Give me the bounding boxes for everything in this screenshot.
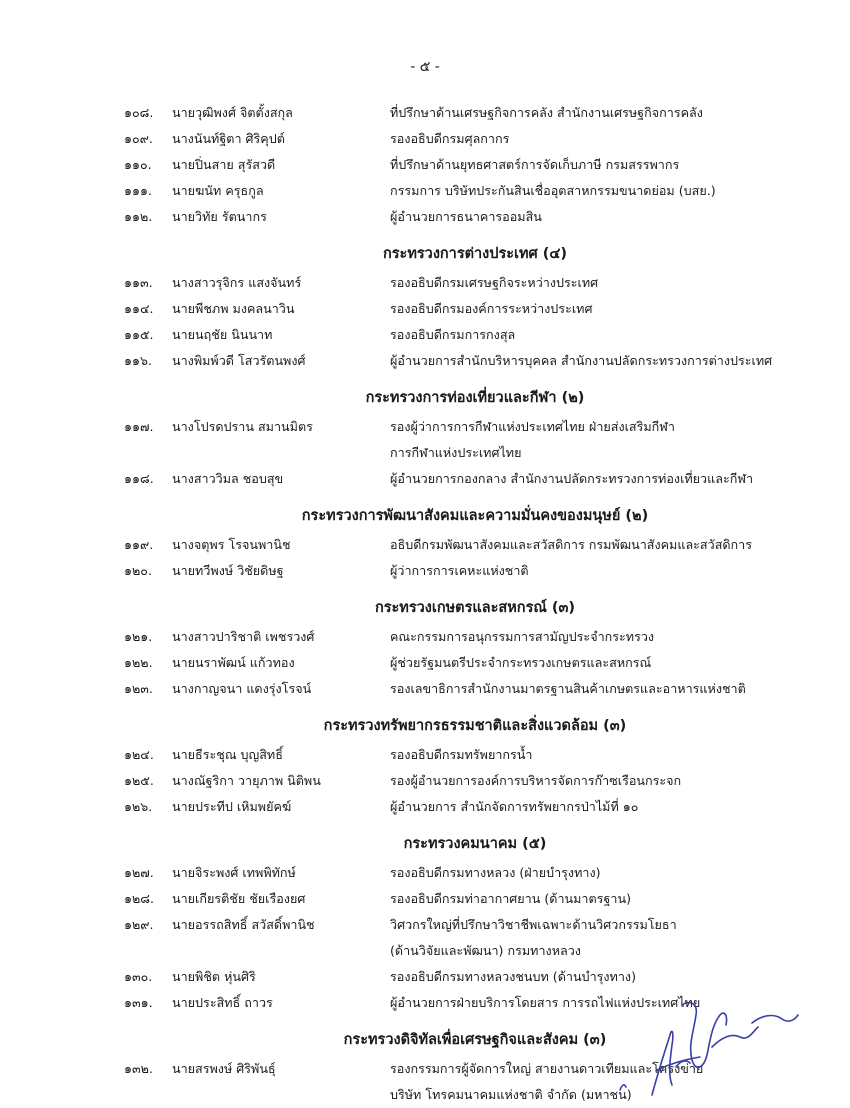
handwritten-signature [612,975,802,1100]
item-number: ๑๑๒. [124,209,153,224]
item-number: ๑๒๗. [124,865,154,880]
appointee-row [0,676,850,702]
appointee-position: รองผู้ว่าการการกีฬาแห่งประเทศไทย ฝ่ายส่งเสริมกีฬา [390,419,675,434]
appointee-name: นางโปรดปราน สมานมิตร [172,419,313,434]
appointee-position: ผู้อำนวยการกองกลาง สำนักงานปลัดกระทรวงการท่องเที่ยวและกีฬา [390,471,754,486]
appointee-position: รองอธิบดีกรมทรัพยากรน้ำ [390,747,533,762]
appointee-row [0,886,850,912]
appointee-position: ที่ปรึกษาด้านยุทธศาสตร์การจัดเก็บภาษี กรมสรรพากร [390,157,680,172]
item-number: ๑๑๖. [124,353,152,368]
appointee-name: นายสรพงษ์ ศิริพันธุ์ [172,1061,276,1076]
appointee-name: นายนราพัฒน์ แก้วทอง [172,655,295,670]
appointee-name: นายอรรถสิทธิ์ สวัสดิ์พานิช [172,917,315,932]
appointee-position: รองผู้อำนวยการองค์การบริหารจัดการก๊าซเรือนกระจก [390,773,682,788]
appointee-name: นายนฤชัย นินนาท [172,327,273,342]
item-number: ๑๒๒. [124,655,153,670]
appointee-name: นายประสิทธิ์ ถาวร [172,995,273,1010]
section-heading: กระทรวงทรัพยากรธรรมชาติและสิ่งแวดล้อม (๓) [323,718,627,734]
appointee-name: นางณัฐริกา วายุภาพ นิติพน [172,773,321,788]
appointee-row [0,794,850,820]
appointee-row [0,270,850,296]
item-number: ๑๒๙. [124,917,154,932]
page-number: - ๕ - [410,59,440,75]
appointee-position: รองอธิบดีกรมเศรษฐกิจระหว่างประเทศ [390,275,599,290]
appointment-list [0,100,850,1108]
appointee-position: คณะกรรมการอนุกรรมการสามัญประจำกระทรวง [390,629,655,644]
appointee-name: นายพีชภพ มงคลนาวิน [172,301,295,316]
appointee-position: รองอธิบดีกรมศุลกากร [390,131,510,146]
appointee-name: นายฆนัท ครุธกูล [172,183,264,198]
appointee-row [0,742,850,768]
appointee-row [0,768,850,794]
appointee-row-continuation [0,938,850,964]
appointee-row [0,624,850,650]
appointee-name: นางสาววิมล ชอบสุข [172,471,284,486]
item-number: ๑๒๓. [124,681,153,696]
appointee-name: นายพิชิต หุ่นศิริ [172,969,256,984]
appointee-row [0,532,850,558]
appointee-position: การกีฬาแห่งประเทศไทย [390,445,522,460]
appointee-name: นายทวีพงษ์ วิชัยดิษฐ [172,563,284,578]
appointee-name: นายจิระพงศ์ เทพพิทักษ์ [172,865,296,880]
section-heading: กระทรวงการพัฒนาสังคมและความมั่นคงของมนุษย์ (๒) [301,508,649,524]
item-number: ๑๐๘. [124,105,154,120]
appointee-position: (ด้านวิจัยและพัฒนา) กรมทางหลวง [390,943,581,958]
appointee-position: รองกรรมการผู้จัดการใหญ่ สายงานดาวเทียมและโครงข่าย [390,1061,704,1076]
appointee-position: ผู้ว่าการการเคหะแห่งชาติ [390,563,529,578]
item-number: ๑๑๕. [124,327,154,342]
appointee-row [0,466,850,492]
appointee-position: ผู้อำนวยการธนาคารออมสิน [390,209,542,224]
item-number: ๑๒๔. [124,747,154,762]
appointee-row [0,860,850,886]
item-number: ๑๑๑. [124,183,152,198]
appointee-position: กรรมการ บริษัทประกันสินเชื่ออุตสาหกรรมขนาดย่อม (บสย.) [390,183,716,198]
item-number: ๑๒๕. [124,773,154,788]
appointee-row [0,558,850,584]
item-number: ๑๑๗. [124,419,154,434]
appointee-row [0,100,850,126]
appointee-name: นายวิทัย รัตนากร [172,209,267,224]
appointee-row [0,178,850,204]
appointee-position: รองอธิบดีกรมการกงสุล [390,327,516,342]
item-number: ๑๒๖. [124,799,153,814]
item-number: ๑๓๒. [124,1061,153,1076]
appointee-row [0,322,850,348]
item-number: ๑๓๑. [124,995,153,1010]
appointee-position: วิศวกรใหญ่ที่ปรึกษาวิชาชีพเฉพาะด้านวิศวกรรมโยธา [390,917,677,932]
section-heading: กระทรวงการต่างประเทศ (๔) [382,246,568,262]
appointee-row [0,204,850,230]
appointee-name: นายธีระชุณ บุญสิทธิ์ [172,747,283,762]
appointee-position: รองอธิบดีกรมทางหลวงชนบท (ด้านบำรุงทาง) [390,969,636,984]
item-number: ๑๓๐. [124,969,153,984]
item-number: ๑๒๐. [124,563,152,578]
appointee-name: นายประทีป เหิมพยัคฆ์ [172,799,292,814]
item-number: ๑๒๑. [124,629,153,644]
section-heading: กระทรวงคมนาคม (๕) [403,836,547,852]
appointee-row [0,650,850,676]
appointee-position: ผู้อำนวยการฝ่ายบริการโดยสาร การรถไฟแห่งประเทศไทย [390,995,701,1010]
item-number: ๑๑๐. [124,157,152,172]
appointee-position: ผู้อำนวยการสำนักบริหารบุคคล สำนักงานปลัดกระทรวงการต่างประเทศ [390,353,773,368]
appointee-position: รองอธิบดีกรมทางหลวง (ฝ่ายบำรุงทาง) [390,865,601,880]
appointee-name: นายวุฒิพงศ์ จิตตั้งสกุล [172,105,293,120]
item-number: ๑๑๙. [124,537,154,552]
section-heading: กระทรวงการท่องเที่ยวและกีฬา (๒) [365,390,585,406]
appointee-position: อธิบดีกรมพัฒนาสังคมและสวัสดิการ กรมพัฒนาสังคมและสวัสดิการ [390,537,753,552]
appointee-row [0,348,850,374]
appointee-name: นายเกียรติชัย ชัยเรืองยศ [172,891,306,906]
appointee-name: นายปิ่นสาย สุรัสวดี [172,157,276,172]
appointee-row [0,296,850,322]
appointee-name: นางจตุพร โรจนพานิช [172,537,291,552]
appointee-position: รองเลขาธิการสำนักงานมาตรฐานสินค้าเกษตรและอาหารแห่งชาติ [390,681,746,696]
appointee-position: ที่ปรึกษาด้านเศรษฐกิจการคลัง สำนักงานเศรษฐกิจการคลัง [390,105,703,120]
item-number: ๑๑๔. [124,301,154,316]
appointee-row-continuation [0,440,850,466]
appointee-name: นางพิมพ์วดี โสวรัตนพงศ์ [172,353,306,368]
item-number: ๑๒๘. [124,891,155,906]
appointee-row [0,152,850,178]
appointee-name: นางกาญจนา แดงรุ่งโรจน์ [172,681,312,696]
appointee-name: นางสาวปาริชาติ เพชรวงศ์ [172,629,315,644]
item-number: ๑๐๙. [124,131,153,146]
appointee-position: ผู้ช่วยรัฐมนตรีประจำกระทรวงเกษตรและสหกรณ์ [390,655,652,670]
appointee-row [0,414,850,440]
appointee-row [0,912,850,938]
item-number: ๑๑๓. [124,275,153,290]
section-heading: กระทรวงเกษตรและสหกรณ์ (๓) [374,600,576,616]
appointee-position: ผู้อำนวยการ สำนักจัดการทรัพยากรป่าไม้ที่ ๑๐ [390,799,639,814]
item-number: ๑๑๘. [124,471,154,486]
appointee-position: บริษัท โทรคมนาคมแห่งชาติ จำกัด (มหาชน) [390,1087,632,1102]
appointee-name: นางสาวรุจิกร แสงจันทร์ [172,275,302,290]
appointee-position: รองอธิบดีกรมท่าอากาศยาน (ด้านมาตรฐาน) [390,891,631,906]
appointee-name: นางนันท์ฐิตา ศิริคุปต์ [172,131,285,146]
section-heading: กระทรวงดิจิทัลเพื่อเศรษฐกิจและสังคม (๓) [343,1032,607,1048]
appointee-row [0,126,850,152]
appointee-position: รองอธิบดีกรมองค์การระหว่างประเทศ [390,301,593,316]
